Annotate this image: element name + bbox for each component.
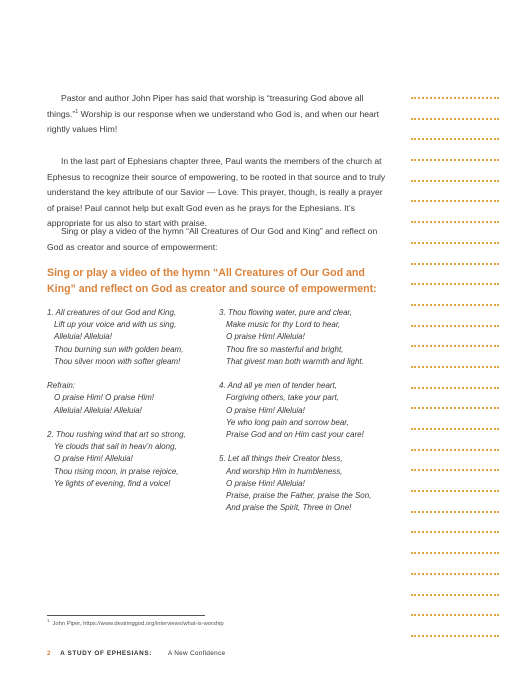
- note-line: [411, 221, 499, 223]
- hymn-line: O praise Him! Alleluia!: [226, 478, 305, 488]
- hymn-line: Make music for thy Lord to hear,: [226, 320, 341, 330]
- paragraph-2: [47, 154, 387, 232]
- paragraph-2-text: In the last part of Ephesians chapter three, Paul wants the members of the church at Ephesus to recognize their source of empowering, to be rooted in that source and to truly understand the key attribute of our Savior — Love. This prayer, though, is really a prayer of praise! Paul cannot help but exalt God even as he prays for the Ephesians. It’s appropriate for us also to start with praise.: [47, 156, 386, 228]
- study-subtitle: A New Confidence: [167, 650, 226, 657]
- note-line: [411, 159, 499, 161]
- note-line: [411, 387, 499, 389]
- note-line: [411, 449, 499, 451]
- hymn-line: 4. And all ye men of tender heart,: [219, 381, 337, 391]
- hymn-stanza: [47, 380, 227, 417]
- hymn-line: Praise God and on Him cast your care!: [226, 430, 364, 440]
- hymn-line: 5. Let all things their Creator bless,: [219, 454, 343, 464]
- note-line: [411, 304, 499, 306]
- hymn-line: Thou fire so masterful and bright,: [226, 344, 344, 354]
- note-line: [411, 552, 499, 554]
- paragraph-3: [47, 224, 387, 255]
- hymn-line: O praise Him! Alleluia!: [226, 332, 305, 342]
- note-line: [411, 180, 499, 182]
- note-line: [411, 345, 499, 347]
- hymn-line: Thou silver moon with softer gleam!: [54, 356, 181, 366]
- note-line: [411, 407, 499, 409]
- paragraph-1: [47, 91, 387, 138]
- hymn-column-left: [47, 307, 227, 502]
- hymn-line: Thou rising moon, in praise rejoice,: [54, 466, 179, 476]
- hymn-line: Lift up your voice and with us sing,: [54, 320, 177, 330]
- note-line: [411, 366, 499, 368]
- note-line: [411, 263, 499, 265]
- footnote-divider: [47, 615, 205, 616]
- hymn-line: 1. All creatures of our God and King,: [47, 308, 177, 317]
- hymn-line: Praise, praise the Father, praise the Son,: [226, 491, 372, 501]
- page-number: 2: [47, 650, 52, 657]
- note-line: [411, 283, 499, 285]
- note-line: [411, 97, 499, 99]
- note-line: [411, 325, 499, 327]
- note-line: [411, 242, 499, 244]
- note-line: [411, 511, 499, 513]
- hymn-stanza: [47, 429, 227, 490]
- note-line: [411, 428, 499, 430]
- note-line: [411, 635, 499, 637]
- notes-lines: [411, 97, 501, 656]
- hymn-line: Alleluia! Alleluia!: [54, 332, 112, 342]
- hymn-line: Forgiving others, take your part,: [226, 393, 339, 403]
- hymn-line: And praise the Spirit, Three in One!: [226, 503, 352, 513]
- hymn-column-right: [219, 307, 399, 527]
- hymn-line: Ye who long pain and sorrow bear,: [226, 417, 349, 427]
- page-footer: [47, 650, 225, 657]
- hymn-stanza: [47, 307, 227, 368]
- hymn-line: 3. Thou flowing water, pure and clear,: [219, 308, 352, 317]
- paragraph-1-text-cont: Worship is our response when we understand who God is, and when our heart rightly values Him!: [47, 108, 380, 134]
- footnote-number: 1: [47, 618, 50, 623]
- hymn-line: Ye clouds that sail in heav’n along,: [54, 442, 177, 452]
- hymn-line: That givest man both warmth and light.: [226, 356, 364, 366]
- hymn-line: Thou burning sun with golden beam,: [54, 344, 184, 354]
- paragraph-3-text: Sing or play a video of the hymn “All Creatures of Our God and King” and reflect on God as creator and source of empowerment:: [47, 226, 378, 252]
- callout-heading: Sing or play a video of the hymn “All Creatures of Our God and King” and reflect on God as creator and source of empowerment:: [47, 267, 377, 295]
- hymn-stanza: [219, 307, 399, 368]
- hymn-line: O praise Him! Alleluia!: [54, 454, 133, 464]
- hymn-line: Ye lights of evening, find a voice!: [54, 478, 171, 488]
- footnote-text: John Piper, https://www.desiringgod.org/interviews/what-is-worship: [52, 620, 224, 627]
- note-line: [411, 200, 499, 202]
- footnote-reference: 1: [75, 108, 79, 115]
- hymn-line: Alleluia! Alleluia! Alleluia!: [54, 405, 142, 415]
- note-line: [411, 614, 499, 616]
- note-line: [411, 469, 499, 471]
- note-line: [411, 594, 499, 596]
- note-line: [411, 573, 499, 575]
- note-line: [411, 490, 499, 492]
- series-title: A STUDY OF EPHESIANS:: [60, 650, 152, 657]
- hymn-line: O praise Him! Alleluia!: [226, 405, 305, 415]
- hymn-stanza: [219, 380, 399, 441]
- hymn-line: And worship Him in humbleness,: [226, 466, 343, 476]
- note-line: [411, 138, 499, 140]
- hymn-line: O praise Him! O praise Him!: [54, 393, 155, 403]
- note-line: [411, 531, 499, 533]
- footnote: [47, 618, 224, 627]
- hymn-stanza: [219, 453, 399, 514]
- hymn-line: 2. Thou rushing wind that art so strong,: [47, 430, 186, 439]
- hymn-line: Refrain:: [47, 381, 76, 391]
- note-line: [411, 118, 499, 120]
- paragraph-1-text: Pastor and author John Piper has said that worship is “treasuring God above all things.”: [47, 93, 364, 119]
